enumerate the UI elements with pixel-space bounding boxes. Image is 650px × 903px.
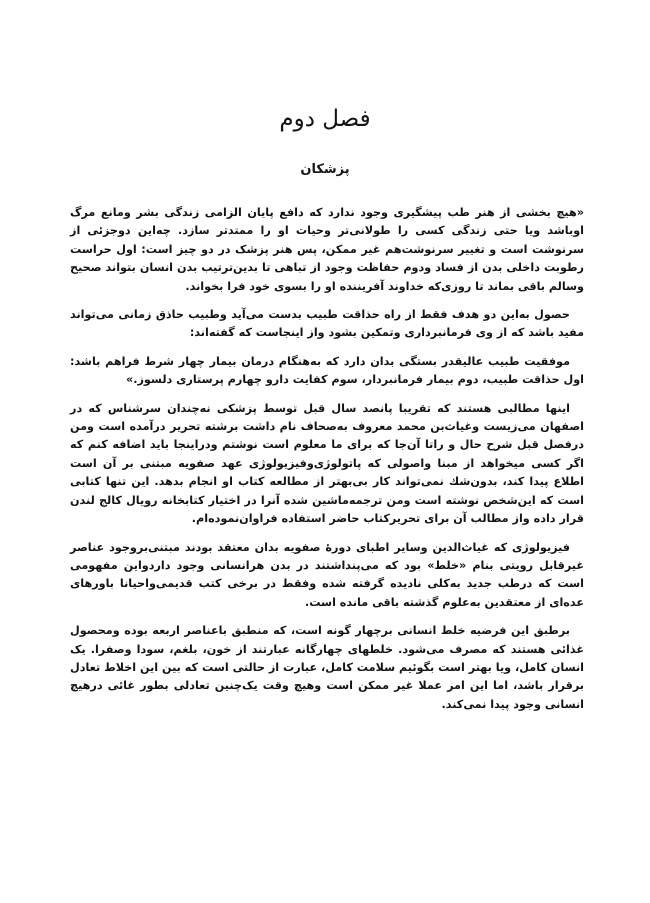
section-title: پزشکان	[300, 162, 350, 177]
paragraph: اینها مطالبی هستند که تقریبا پانصد سال قبل توسط پزشکی نه‌چندان سرشناس که در اصفهان می‌زیست وغیاث‌بن محمد معروف به‌صحاف نام داشت برشته تحریر درآمده است ومن درفصل قبل شرح حال و راتا آن‌جا که برای ما معلوم است نوشتم ودراینجا باید اضافه کنم که اگر کسی میخواهد از مبنا واصولی که پاتولوژی‌وفیزیولوژی عهد صفویه مبتنی بر آن است اطلاع پیدا کند، بدون‌شك نمی‌تواند کار بی‌بهتر از مطالعه کتاب او انجام بدهد. این تنها کتابی است که این‌شخص نوشته است ومن ترجمه‌ماشین شده آنرا در اختیار کتابخانه رویال کالج لندن قرار داده واز مطالب آن برای تحریرکتاب حاضر استفاده فراوان‌نموده‌ام.	[70, 401, 584, 526]
paragraph: برطبق این فرضیه خلط انسانی برچهار گونه است، که منطبق باعناصر اربعه بوده ومحصول غذائی هستند که مصرف می‌شود. خلطهای چهارگانه عبارتند از خون، بلغم، سودا وصفرا. یک انسان کامل، ویا بهتر است بگوئیم سلامت کامل، عبارت از حالتی است که بین این اخلاط تعادل برقرار باشد، اما این امر عملا غیر ممکن است وهیچ وقت یک‌چنین تعادلی بطور غائی درهیچ انسانی وجود پیدا نمی‌کند.	[70, 624, 584, 711]
paragraph: حصول به‌این دو هدف فقط از راه حذاقت طبیب بدست می‌آید وطبیب حاذق زمانی می‌تواند مفید باشد که از وی فرمانبرداری وتمکین بشود واز اینجاست که گفته‌اند:	[70, 308, 584, 340]
paragraph: «هیچ بخشی از هنر طب پیشگیری وجود ندارد که دافع پایان الزامی زندگی بشر ومانع مرگ اوباشد ویا حتی زندگی کسی را طولانی‌تر وحیات او را ممتدتر سازد. چه‌این دوجزئی از سرنوشت است و تغییر سرنوشت‌هم غیر ممکن، پس هنر پزشک در دو چیز است: اول حراست رطوبت داخلی بدن از فساد ودوم حفاظت وجود از تباهی تا بدین‌ترتیب بدن انسان بتواند صحیح وسالم باقی بماند تا روزی‌که خداوند آفریننده او را بسوی خود فرا بخواند.	[70, 206, 584, 293]
paragraph: فیزیولوژی که غیاث‌الدین وسایر اطبای دورهٔ صفویه بدان معتقد بودند مبتنی‌بروجود عناصر غیرقابل رویتی بنام «خلط» بود که می‌پنداشتند در بدن هرانسانی وجود داردواین مفهومی است که درطب جدید به‌کلی نادیده گرفته شده وفقط در برخی کتب قدیمی‌واحیانا باورهای عده‌ای از معتقدین به‌علوم گذشته باقی مانده است.	[70, 540, 584, 609]
body-text	[70, 204, 584, 724]
chapter-title: فصل دوم	[279, 106, 371, 132]
paragraph: موفقیت طبیب عالیقدر بستگی بدان دارد که به‌هنگام درمان بیمار چهار شرط فراهم باشد: اول حذاقت طبیب، دوم بیمار فرمانبردار، سوم کفایت دارو چهارم پرستاری دلسوز.»	[70, 354, 584, 387]
